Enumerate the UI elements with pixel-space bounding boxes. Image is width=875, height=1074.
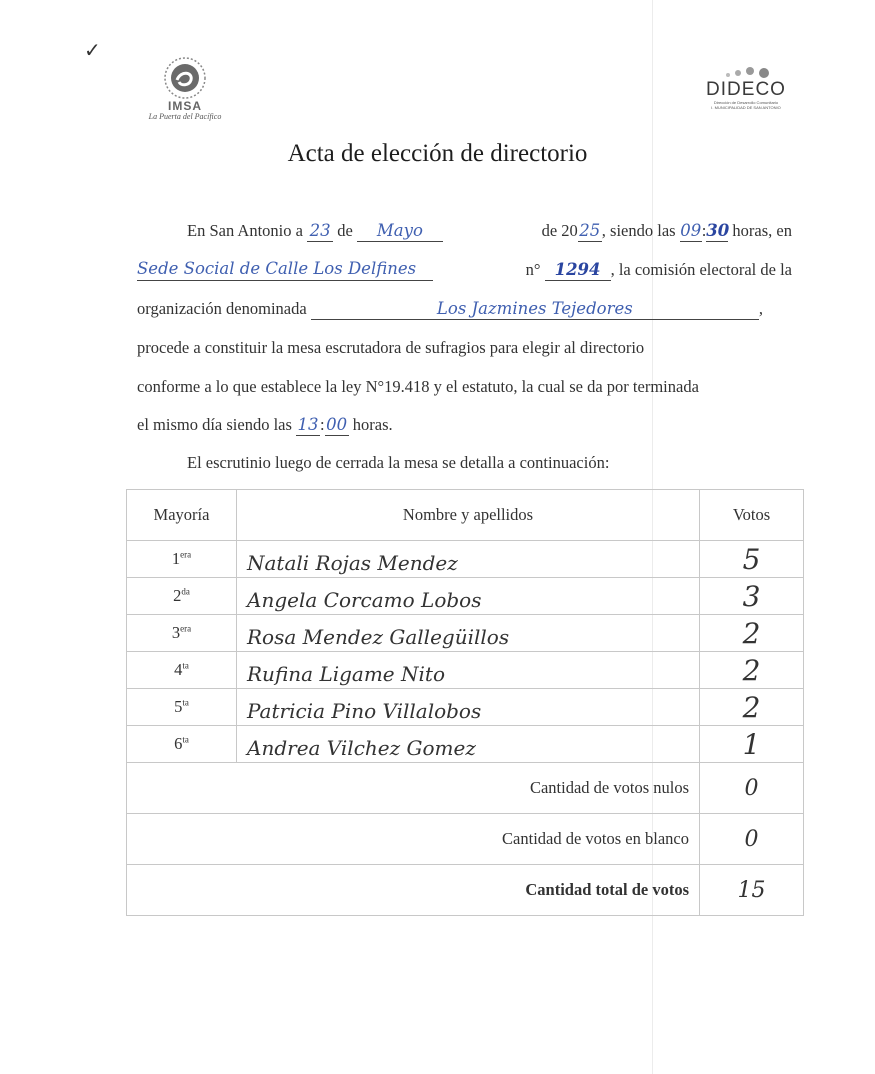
dideco-name: DIDECO: [706, 79, 786, 100]
intro-text-a: En San Antonio a: [187, 221, 303, 240]
intro-text-b: de: [337, 221, 353, 240]
candidate-name: Rufina Ligame Nito: [237, 652, 700, 689]
table-row: [127, 726, 804, 763]
intro-line-4: [137, 337, 792, 359]
table-row: [127, 541, 804, 578]
rank-cell: $2^{da}$: [127, 578, 237, 615]
dideco-logo: [700, 64, 792, 134]
null-votes-value: 0: [700, 763, 804, 814]
organization-field: Los Jazmines Tejedores: [311, 299, 759, 320]
end-hour-field: 13: [297, 415, 319, 434]
candidate-name: Patricia Pino Villalobos: [237, 689, 700, 726]
rank-cell: $1^{era}$: [127, 541, 237, 578]
table-header-row: [127, 490, 804, 541]
intro-text-h: ,: [758, 299, 763, 318]
end-minute-field: 00: [326, 415, 348, 434]
total-votes-value: 15: [700, 865, 804, 916]
candidate-votes: 5: [700, 541, 804, 578]
null-votes-row: [127, 763, 804, 814]
start-colon: :: [701, 221, 707, 240]
header-rank: Mayoría: [127, 490, 237, 541]
check-mark-icon: ✓: [84, 38, 101, 62]
table-row: [127, 689, 804, 726]
imsa-emblem-icon: [163, 56, 207, 100]
candidate-name: Angela Corcamo Lobos: [237, 578, 700, 615]
header-name: Nombre y apellidos: [237, 490, 700, 541]
table-row: [127, 615, 804, 652]
intro-line-7: El escrutinio luego de cerrada la mesa se detalla a continuación:: [187, 453, 610, 472]
rank-cell: $6^{ta}$: [127, 726, 237, 763]
month-field: Mayo: [357, 221, 443, 242]
start-minute-field: 30: [706, 221, 730, 240]
candidate-votes: 2: [700, 615, 804, 652]
end-colon: :: [320, 415, 325, 434]
year-field: 25: [579, 221, 601, 240]
intro-line-3: [137, 298, 792, 320]
number-field: 1294: [545, 260, 611, 281]
rank-cell: $4^{ta}$: [127, 652, 237, 689]
total-votes-label: Cantidad total de votos: [127, 865, 700, 916]
intro-text-e: horas, en: [732, 221, 792, 240]
blank-votes-row: [127, 814, 804, 865]
candidate-name: Rosa Mendez Gallegüillos: [237, 615, 700, 652]
start-hour-field: 09: [680, 221, 702, 240]
total-votes-row: [127, 865, 804, 916]
intro-text-k: el mismo día siendo las: [137, 415, 292, 434]
rank-cell: $5^{ta}$: [127, 689, 237, 726]
imsa-logo: [130, 56, 240, 136]
table-row: [127, 652, 804, 689]
imsa-name: IMSA: [168, 99, 202, 113]
header-votes: Votos: [700, 490, 804, 541]
intro-line-6: [137, 414, 792, 436]
dideco-dots-icon: [722, 64, 780, 80]
blank-votes-label: Cantidad de votos en blanco: [127, 814, 700, 865]
votes-table: [126, 489, 804, 916]
candidate-votes: 3: [700, 578, 804, 615]
candidate-votes: 2: [700, 689, 804, 726]
intro-text-l: horas.: [352, 415, 393, 434]
blank-votes-value: 0: [700, 814, 804, 865]
intro-text-j: conforme a lo que establece la ley N°19.418 y el estatuto, la cual se da por terminada: [137, 377, 699, 396]
intro-text-i: procede a constituir la mesa escrutadora de sufragios para elegir al directorio: [137, 338, 645, 357]
intro-text-f: , la comisión electoral de la: [610, 260, 792, 279]
candidate-name: Natali Rojas Mendez: [237, 541, 700, 578]
document-title: Acta de elección de directorio: [287, 140, 588, 167]
intro-text-c: de 20: [541, 221, 578, 240]
table-row: [127, 578, 804, 615]
rank-cell: $3^{era}$: [127, 615, 237, 652]
dideco-subtitle-1: Dirección de Desarrollo Comunitario: [713, 100, 779, 105]
number-label: n°: [525, 260, 541, 279]
place-field: Sede Social de Calle Los Delfines: [137, 259, 433, 281]
intro-line-1: [187, 220, 792, 242]
intro-line-2: [137, 259, 792, 281]
intro-text-g: organización denominada: [137, 299, 307, 318]
intro-text-d: , siendo las: [601, 221, 676, 240]
imsa-slogan: La Puerta del Pacífico: [148, 112, 222, 121]
candidate-votes: 2: [700, 652, 804, 689]
null-votes-label: Cantidad de votos nulos: [127, 763, 700, 814]
dideco-subtitle-2: I. MUNICIPALIDAD DE SAN ANTONIO: [711, 105, 781, 110]
intro-line-5: [137, 376, 792, 398]
day-field: 23: [307, 221, 333, 242]
candidate-votes: 1: [700, 726, 804, 763]
candidate-name: Andrea Vilchez Gomez: [237, 726, 700, 763]
